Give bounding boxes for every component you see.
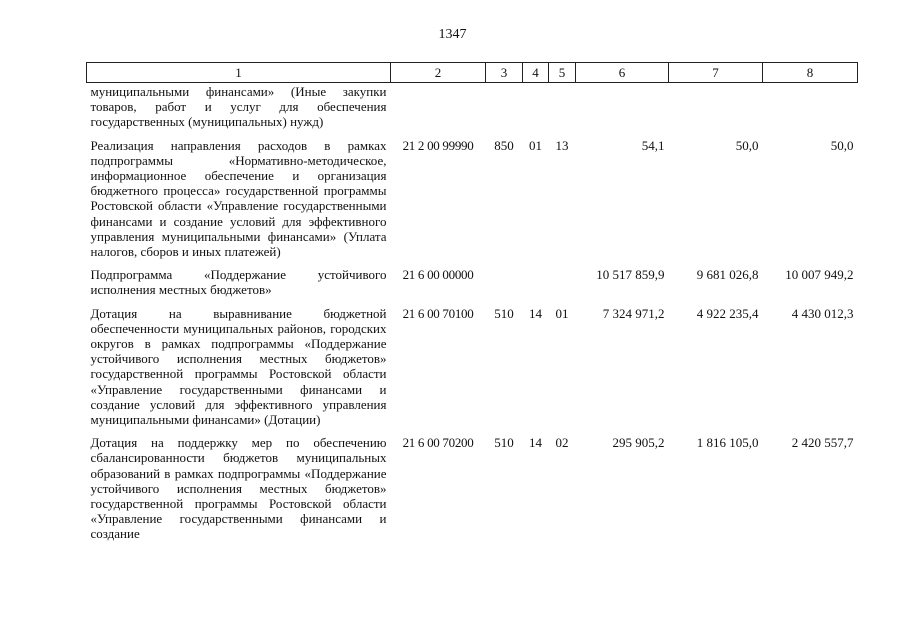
row-subsection: 13 (555, 137, 569, 153)
row-expense-type: 510 (494, 435, 514, 451)
row-target-code: 21 6 00 00000 (402, 267, 474, 283)
header-col-1: 1 (87, 63, 391, 83)
table-header (87, 63, 858, 83)
row-section: 01 (529, 137, 542, 153)
row-amount-col8: 50,0 (830, 137, 854, 153)
row-target-code (391, 83, 486, 130)
row-name: Реализация направления расходов в рамках подпрограммы «Нормативно-методическое, информационное обеспечение и организация бюджетного процесса» государственной программы Ростовской области «Управление государственными финансами и создание условий для эффективного управления муниципальными финансами» (Уплата налогов, сборов и иных платежей) (90, 137, 387, 260)
table-row (87, 298, 858, 428)
table-row (87, 130, 858, 260)
header-row (87, 63, 858, 83)
row-section: 14 (529, 435, 542, 451)
row-amount-col6: 7 324 971,2 (602, 305, 665, 321)
page-number: 1347 (438, 27, 467, 42)
row-name: Подпрограмма «Поддержание устойчивого исполнения местных бюджетов» (90, 267, 387, 298)
row-subsection (549, 259, 576, 297)
header-col-4: 4 (523, 63, 549, 83)
row-target-code: 21 6 00 70100 (402, 305, 474, 321)
table-row (87, 259, 858, 297)
budget-table (86, 62, 858, 542)
row-name: муниципальными финансами» (Иные закупки товаров, работ и услуг для обеспечения государственных (муниципальных) нужд) (90, 84, 387, 130)
row-amount-col6: 295 905,2 (612, 435, 665, 451)
row-amount-col7: 4 922 235,4 (696, 305, 759, 321)
row-section (523, 83, 549, 130)
row-amount-col7: 1 816 105,0 (696, 435, 759, 451)
row-expense-type: 510 (494, 305, 514, 321)
row-amount-col8: 2 420 557,7 (791, 435, 854, 451)
table-row (87, 83, 858, 130)
table-row (87, 427, 858, 541)
row-target-code: 21 2 00 99990 (402, 137, 474, 153)
row-expense-type (486, 259, 523, 297)
header-col-7: 7 (669, 63, 763, 83)
header-col-8: 8 (763, 63, 858, 83)
row-amount-col6: 10 517 859,9 (596, 267, 665, 283)
row-subsection (549, 83, 576, 130)
row-expense-type (486, 83, 523, 130)
row-amount-col7: 50,0 (735, 137, 759, 153)
row-name: Дотация на выравнивание бюджетной обеспеченности муниципальных районов, городских округов в рамках подпрограммы «Поддержание устойчивого исполнения местных бюджетов» государственной программы Ростовской области «Управление государственными финансами и создание условий для эффективного управления муниципальными финансами» (Дотации) (90, 305, 387, 428)
row-amount-col8: 4 430 012,3 (791, 305, 854, 321)
header-col-3: 3 (486, 63, 523, 83)
row-amount-col8 (763, 83, 858, 130)
row-name: Дотация на поддержку мер по обеспечению сбалансированности бюджетов муниципальных образований в рамках подпрограммы «Поддержание устойчивого исполнения местных бюджетов» государственной программы Ростовской области «Управление государственными финансами и создание (90, 435, 387, 542)
row-amount-col8: 10 007 949,2 (785, 267, 854, 283)
row-subsection: 02 (555, 435, 569, 451)
header-col-2: 2 (391, 63, 486, 83)
row-section (523, 259, 549, 297)
row-section: 14 (529, 305, 542, 321)
header-col-5: 5 (549, 63, 576, 83)
row-amount-col7: 9 681 026,8 (696, 267, 759, 283)
row-target-code: 21 6 00 70200 (402, 435, 474, 451)
row-expense-type: 850 (494, 137, 514, 153)
row-subsection: 01 (555, 305, 569, 321)
header-col-6: 6 (576, 63, 669, 83)
row-amount-col6 (576, 83, 669, 130)
row-amount-col7 (669, 83, 763, 130)
row-amount-col6: 54,1 (641, 137, 665, 153)
